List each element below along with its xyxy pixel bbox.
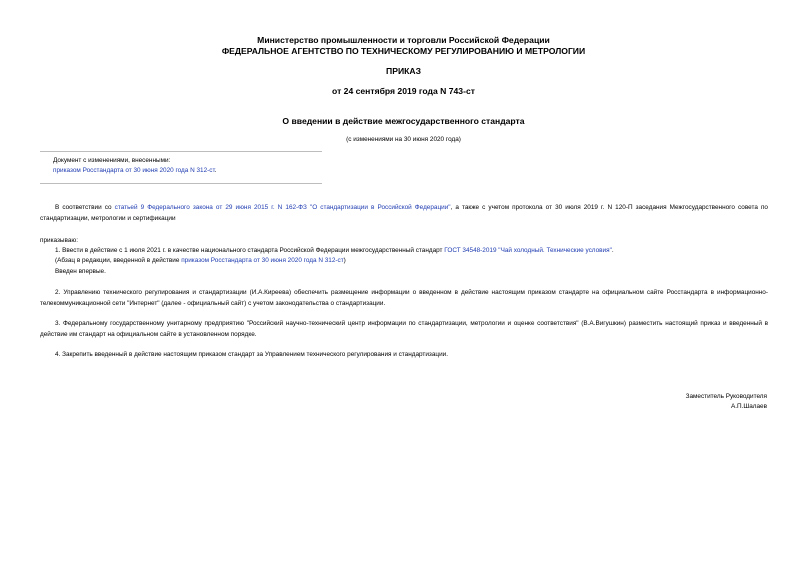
item-4: 4. Закрепить введенный в действие настоящим приказом стандарт за Управлением технического регулирования и стандартизации. bbox=[55, 351, 448, 358]
changes-box-period: . bbox=[214, 167, 217, 174]
item-3: 3. Федеральному государственному унитарному предприятию "Российский научно-технический центр информации по стандартизации, метрологии и оценке соответствия" (В.А.Вигушкин) разместить настоящий приказ и введенный в действие им стандарт на официальном сайте в установленном порядке. bbox=[40, 320, 768, 338]
item-1-note-link[interactable]: приказом Росстандарта от 30 июня 2020 года N 312-ст bbox=[181, 257, 344, 264]
item-1 bbox=[55, 246, 614, 256]
intro-text-2: , а также с учетом протокола от 30 июля 2019 г. N 120-П заседания Межгосударственного совета по стандартизации, метрологии и сертификации bbox=[40, 204, 768, 222]
signature-position: Заместитель Руководителя bbox=[685, 393, 767, 400]
item-1-text-1: 1. Ввести в действие с 1 июля 2021 г. в качестве национального стандарта Российской Федерации межгосударственный стандарт bbox=[55, 247, 445, 254]
item-1-first: Введен впервые. bbox=[55, 268, 106, 275]
gost-link[interactable]: ГОСТ 34548-2019 "Чай холодный. Технические условия" bbox=[444, 247, 612, 254]
item-1-text-2: . bbox=[611, 247, 614, 254]
agency-heading: ФЕДЕРАЛЬНОЕ АГЕНТСТВО ПО ТЕХНИЧЕСКОМУ РЕГУЛИРОВАНИЮ И МЕТРОЛОГИИ bbox=[221, 46, 586, 56]
changes-note: (с изменениями на 30 июня 2020 года) bbox=[346, 136, 461, 143]
item-1-note-text-1: (Абзац в редакции, введенной в действие bbox=[55, 257, 182, 264]
item-2: 2. Управлению технического регулирования и стандартизации (И.А.Киреева) обеспечить размещение информации о введенном в действие настоящим приказом стандарте на официальном сайте Росстандарта в информационно-телекоммуникационной сети "Интернет" (далее - официальный сайт) с учетом законодательства о стандартизации. bbox=[40, 289, 768, 307]
item-1-note-text-2: ) bbox=[343, 257, 346, 264]
signature-name: А.П.Шалаев bbox=[730, 403, 767, 410]
intro-paragraph bbox=[40, 203, 768, 224]
intro-text-1: В соответствии со bbox=[55, 204, 115, 211]
order-word: приказываю: bbox=[40, 237, 78, 244]
item-1-note bbox=[55, 256, 346, 266]
document-title: О введении в действие межгосударственного стандарта bbox=[282, 116, 525, 126]
changes-box-label: Документ с изменениями, внесенными: bbox=[53, 157, 171, 164]
document-date: от 24 сентября 2019 года N 743-ст bbox=[332, 86, 475, 96]
ministry-heading: Министерство промышленности и торговли Российской Федерации bbox=[257, 35, 550, 45]
changes-box-line bbox=[53, 166, 217, 175]
federal-law-link[interactable]: статьей 9 Федерального закона от 29 июня 2015 г. N 162-ФЗ "О стандартизации в Российской Федерации" bbox=[114, 204, 451, 211]
document-type: ПРИКАЗ bbox=[386, 66, 421, 76]
changes-order-link[interactable]: приказом Росстандарта от 30 июня 2020 года N 312-ст bbox=[53, 167, 215, 174]
changes-box bbox=[40, 151, 322, 184]
